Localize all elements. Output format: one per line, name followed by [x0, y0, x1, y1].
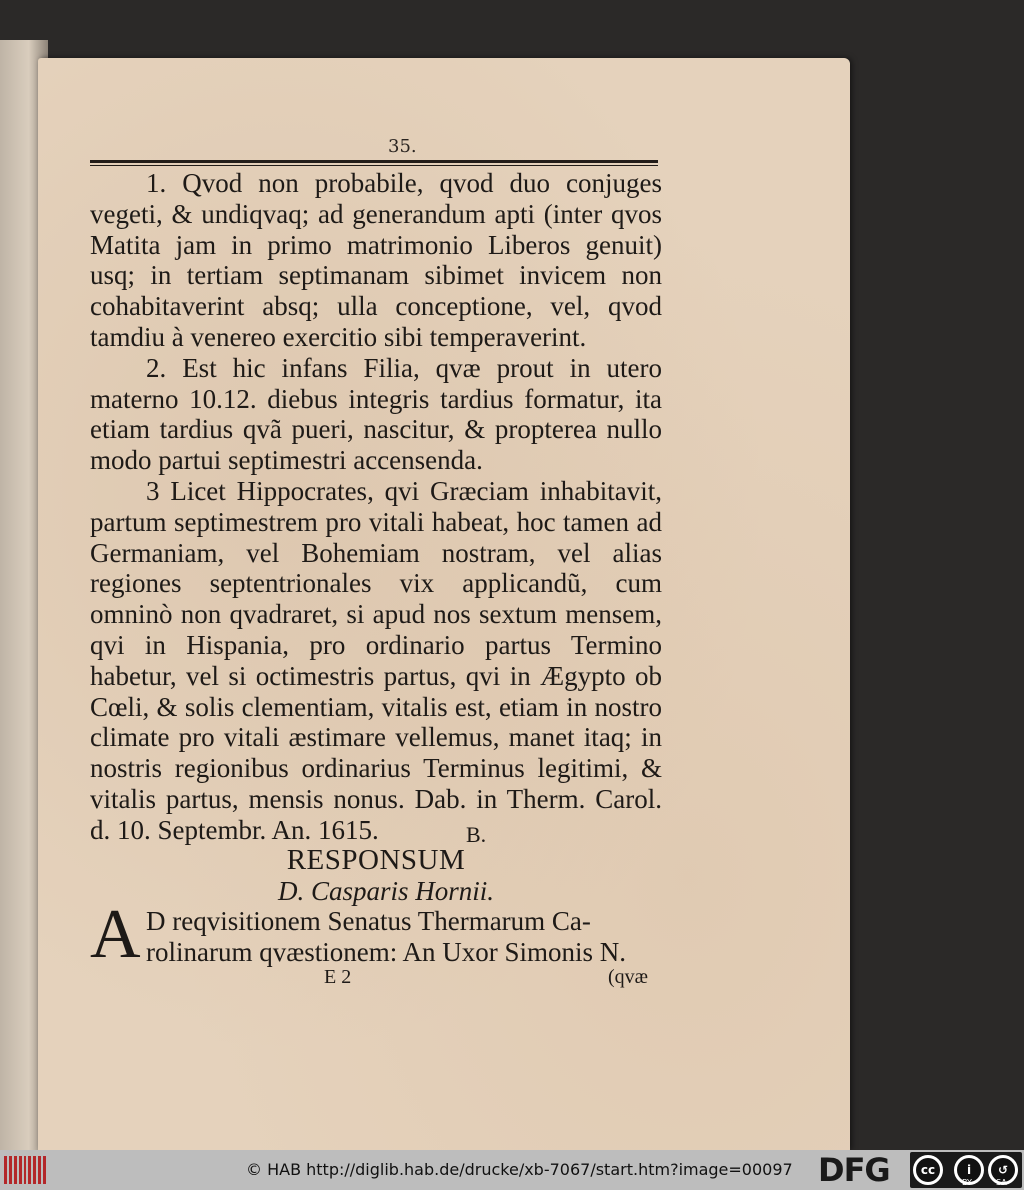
page-number: 35. [388, 136, 417, 157]
paragraph-2: 2. Est hic infans Filia, qvæ prout in utero materno 10.12. diebus integris tardius formatur, ita etiam tardius qvã pueri, nascitur, & propterea nullo modo partui septimestri accensenda. [90, 352, 662, 476]
paragraph-1: 1. Qvod non probabile, qvod duo conjuges vegeti, & undiqvaq; ad generandum apti (inter qvos Matita jam in primo matrimonio Liberos genuit) usq; in tertiam septimanam sibimet invicem non cohabitaverint absq; ulla conceptione, vel, qvod tamdiu à venereo exercitio sibi temperaverint. [90, 168, 662, 352]
viewer-footer [0, 1150, 1024, 1190]
dfg-logo: DFG [818, 1151, 890, 1189]
paragraph-3: 3 Licet Hippocrates, qvi Græciam inhabitavit, partum septimestrem pro vitali habeat, hoc tamen ad Germaniam, vel Bohemiam nostram, vel alias regiones septentrionales vix applicandũ, cum omninò non qvadraret, si apud nos sextum mensem, qvi in Hispania, pro ordinario partus Termino habetur, vel si octimestris partus, qvi in Ægypto ob Cœli, & solis clementiam, vitalis est, etiam in nostro climate pro vitali æstimare vellemus, manet itaq; in nostris regionibus ordinarius Terminus legitimi, & vitalis partus, mensis nonus. Dab. in Therm. Carol. d. 10. Septembr. An. 1615. [90, 475, 662, 845]
signature-mark: E 2 [324, 966, 352, 988]
sa-icon: ↺ [988, 1155, 1018, 1185]
cc-license-badge[interactable] [910, 1152, 1022, 1188]
section-letter: B. [466, 822, 487, 847]
closing-paragraph [90, 896, 662, 976]
cc-icon: cc [913, 1155, 943, 1185]
catchword: (qvæ [608, 966, 648, 988]
responsum-author: D. Casparis Hornii. [277, 876, 495, 906]
header-rule [90, 160, 658, 166]
closing-line-2: rolinarum qvæstionem: An Uxor Simonis N. [146, 937, 627, 967]
body-text [90, 168, 662, 846]
copyright-link[interactable]: © HAB http://diglib.hab.de/drucke/xb-7067/start.htm?image=00097 [246, 1160, 793, 1179]
by-label: BY [962, 1178, 972, 1187]
barcode-icon [4, 1156, 46, 1184]
responsum-heading: RESPONSUM [286, 844, 466, 876]
book-page [38, 58, 850, 1150]
drop-cap: A [90, 896, 141, 973]
closing-line-1: D reqvisitionem Senatus Thermarum Ca- [146, 906, 591, 936]
by-icon: i [954, 1155, 984, 1185]
sa-label: SA [996, 1178, 1007, 1187]
